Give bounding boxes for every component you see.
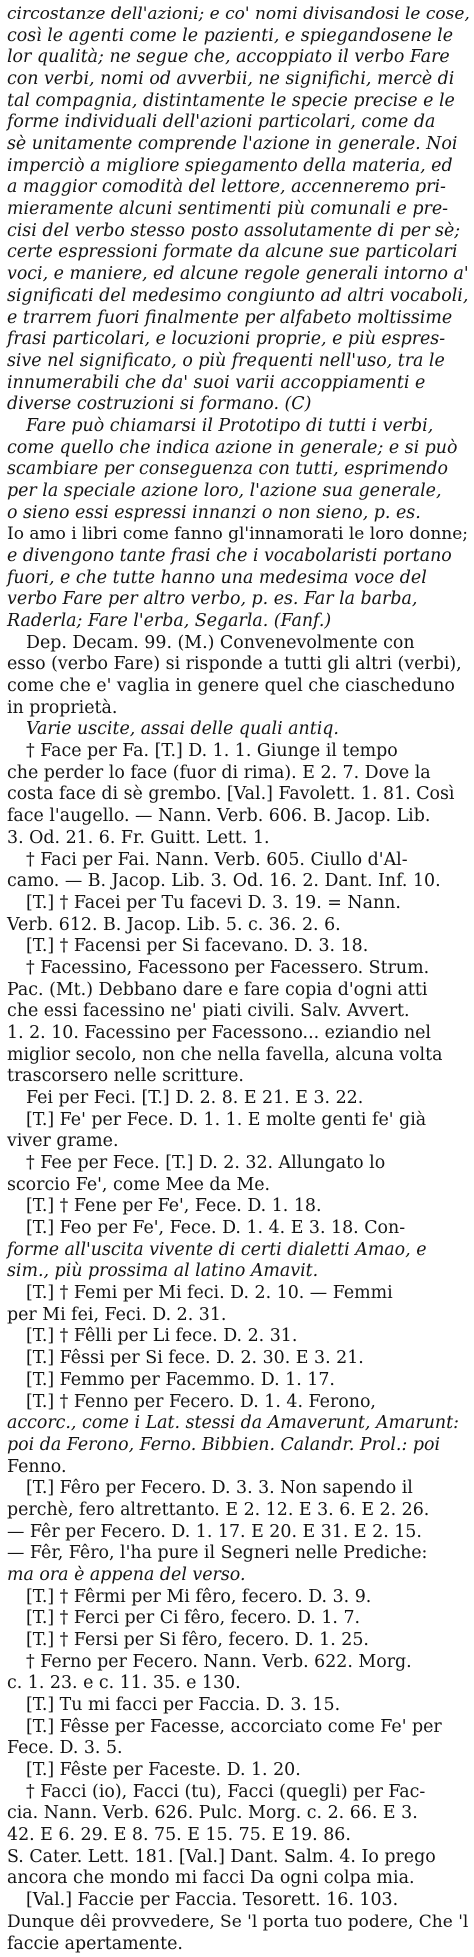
text-line: [Val.] Faccie per Faccia. Tesorett. 16. 103. [26, 1890, 399, 1911]
text-line: Varie uscite, assai delle quali antiq. [26, 719, 339, 740]
text-line: † Facci (io), Facci (tu), Facci (quegli) per Fac- [26, 1781, 426, 1802]
text-line: per Mi fei, Feci. D. 2. 31. [7, 1304, 227, 1325]
text-line: † Facessino, Facessono per Facessero. Strum. [26, 957, 430, 978]
text-line: Fenno. [7, 1456, 67, 1477]
text-line: imperciò a migliore spiegamento della materia, ed [7, 155, 453, 176]
text-line: tal compagnia, distintamente le specie precise e le [7, 90, 455, 111]
text-line: trascorsero nelle scritture. [7, 1066, 244, 1087]
text-line: o sieno essi espressi innanzi o non sieno, p. es. [7, 502, 421, 523]
text-line: cisi del verbo stesso posto assolutamente di per sè; [7, 220, 461, 241]
text-line: e divengono tante frasi che i vocabolaristi portano [7, 546, 452, 566]
text-line: forme all'uscita vivente di certi dialetti Amao, e [7, 1239, 427, 1260]
text-line: accorc., come i Lat. stessi da Amaverunt, Amarunt: [7, 1413, 459, 1434]
text-line: costa face di sè grembo. [Val.] Favolett. 1. 81. Così [7, 784, 455, 805]
text-line: che perder lo face (fuor di rima). E 2. 7. Dove la [7, 762, 431, 783]
text-line: [T.] † Ferci per Ci fêro, fecero. D. 1. 7. [26, 1608, 361, 1629]
text-line: che essi facessino ne' piati civili. Salv. Avvert. [7, 1001, 410, 1022]
text-line: [T.] † Fenno per Fecero. D. 1. 4. Ferono, [26, 1391, 376, 1412]
text-line: 1. 2. 10. Facessino per Facessono... eziandio nel [7, 1022, 431, 1043]
text-line: per la speciale azione loro, l'azione sua generale, [7, 480, 442, 501]
text-line: S. Cater. Lett. 181. [Val.] Dant. Salm. 4. Io prego [7, 1846, 436, 1867]
text-line: esso (verbo Fare) si risponde a tutti gli altri (verbi), [7, 654, 462, 675]
text-line: scambiare per conseguenza con tutti, esprimendo [7, 459, 449, 480]
text-line: perchè, fero altrettanto. E 2. 12. E 3. 6. E 2. 26. [7, 1499, 430, 1520]
text-line: Dep. Decam. 99. (M.) Convenevolmente con [26, 632, 415, 653]
text-line: — Fêr, Fêro, l'ha pure il Segneri nelle Prediche: [7, 1543, 428, 1564]
text-line: [T.] Femmo per Facemmo. D. 1. 17. [26, 1369, 335, 1390]
text-line: [T.] † Fersi per Si fêro, fecero. D. 1. 25. [26, 1630, 369, 1650]
text-line: e trarrem fuori finalmente per alfabeto moltissime [7, 307, 453, 328]
text-line: in proprietà. [7, 697, 118, 718]
text-line: [T.] Tu mi facci per Faccia. D. 3. 15. [26, 1695, 341, 1716]
text-line: ancora che mondo mi facci Da ogni colpa mia. [7, 1868, 415, 1889]
text-line: [T.] Fe' per Fece. D. 1. 1. E molte genti fe' già [26, 1109, 427, 1130]
text-line: 3. Od. 21. 6. Fr. Guitt. Lett. 1. [7, 827, 270, 848]
text-line: face l'augello. — Nann. Verb. 606. B. Jacop. Lib. [7, 806, 431, 827]
text-line: Fece. D. 3. 5. [7, 1738, 123, 1759]
text-line: [T.] Fêste per Faceste. D. 1. 20. [26, 1760, 301, 1781]
text-line: Fei per Feci. [T.] D. 2. 8. E 21. E 3. 22. [26, 1088, 364, 1108]
text-line: [T.] Fêro per Fecero. D. 3. 3. Non sapendo il [26, 1478, 413, 1499]
text-line: † Faci per Fai. Nann. Verb. 605. Ciullo d'Al- [26, 849, 408, 870]
text-line: Verb. 612. B. Jacop. Lib. 5. c. 36. 2. 6. [7, 914, 341, 935]
text-line: cia. Nann. Verb. 626. Pulc. Morg. c. 2. 66. E 3. [7, 1803, 418, 1824]
text-line: Pac. (Mt.) Debbano dare e fare copia d'ogni atti [7, 979, 428, 1000]
text-line: [T.] Fêssi per Si fece. D. 2. 30. E 3. 21. [26, 1348, 364, 1369]
text-line: sim., più prossima al latino Amavit. [7, 1261, 319, 1282]
text-line: camo. — B. Jacop. Lib. 3. Od. 16. 2. Dant. Inf. 10. [7, 871, 441, 892]
text-line: scorcio Fe', come Mee da Me. [7, 1174, 271, 1195]
text-line: significati del medesimo congiunto ad altri vocaboli, [7, 285, 469, 306]
text-line: voci, e maniere, ed alcune regole generali intorno a' [7, 264, 469, 285]
text-line: — Fêr per Fecero. D. 1. 17. E 20. E 31. E 2. 15. [7, 1521, 422, 1542]
text-line: diverse costruzioni si formano. (C) [7, 394, 312, 415]
text-line: [T.] † Fêrmi per Mi fêro, fecero. D. 3. 9. [26, 1586, 372, 1607]
text-line: Raderla; Fare l'erba, Segarla. (Fanf.) [7, 611, 332, 632]
text-line: a maggior comodità del lettore, accenneremo pri- [7, 177, 446, 198]
text-line: [T.] † Fene per Fe', Fece. D. 1. 18. [26, 1196, 322, 1217]
text-line: [T.] † Fêlli per Li fece. D. 2. 31. [26, 1326, 298, 1347]
text-line: sè unitamente comprende l'azione in generale. Noi [7, 134, 458, 155]
text-line: ma ora è appena del verso. [7, 1564, 246, 1585]
text-line: sive nel significato, o più frequenti nell'uso, tra le [7, 350, 445, 371]
text-line: frasi particolari, e locuzioni proprie, e più espres- [7, 329, 446, 350]
text-line: viver grame. [7, 1131, 119, 1152]
text-line: lor qualità; ne segue che, accoppiato il verbo Fare [7, 47, 450, 68]
text-line: Dunque dêi provvedere, Se 'l porta tuo podere, Che 'l [7, 1911, 469, 1932]
text-line: 42. E 6. 29. E 8. 75. E 15. 75. E 19. 86. [7, 1825, 351, 1846]
text-line: mieramente alcuni sentimenti più comunali e pre- [7, 199, 448, 220]
text-line: Fare può chiamarsi il Prototipo di tutti i verbi, [26, 415, 434, 436]
text-line: certe espressioni formate da alcune sue particolari [7, 242, 458, 263]
text-line: Io amo i libri come fanno gl'innamorati le loro donne; [7, 524, 469, 545]
text-line: come quello che indica azione in generale; e si può [7, 437, 458, 458]
text-line: c. 1. 23. e c. 11. 35. e 130. [7, 1673, 241, 1694]
text-line: † Fee per Fece. [T.] D. 2. 32. Allungato lo [26, 1153, 386, 1174]
text-line: miglior secolo, non che nella favella, alcuna volta [7, 1044, 443, 1065]
text-line: poi da Ferono, Ferno. Bibbien. Calandr. Prol.: poi [7, 1434, 441, 1455]
text-line: forme individuali dell'azioni particolari, come da [7, 112, 436, 133]
text-line: circostanze dell'azioni; e co' nomi divisandosi le cose, [7, 4, 470, 24]
text-line: † Ferno per Fecero. Nann. Verb. 622. Morg. [26, 1651, 412, 1672]
text-line: † Face per Fa. [T.] D. 1. 1. Giunge il tempo [26, 741, 398, 762]
text-line: fuori, e che tutte hanno una medesima voce del [7, 567, 427, 588]
text-line: [T.] † Facei per Tu facevi D. 3. 19. = Nann. [26, 892, 401, 913]
text-line: così le agenti come le pazienti, e spiegandosene le [7, 25, 454, 46]
text-line: [T.] Fêsse per Facesse, accorciato come Fe' per [26, 1716, 442, 1737]
text-line: con verbi, nomi od avverbii, ne significhi, mercè di [7, 69, 455, 90]
text-line: innumerabili che da' suoi varii accoppiamenti e [7, 372, 426, 393]
text-line: [T.] Feo per Fe', Fece. D. 1. 4. E 3. 18. Con- [26, 1218, 406, 1239]
text-line: [T.] † Facensi per Si facevano. D. 3. 18. [26, 936, 369, 957]
text-line: [T.] † Femi per Mi feci. D. 2. 10. — Femmi [26, 1283, 393, 1304]
text-line: faccie apertamente. [7, 1933, 183, 1954]
text-line: verbo Fare per altro verbo, p. es. Far la barba, [7, 589, 418, 610]
text-line: come che e' vaglia in genere quel che ciascheduno [7, 676, 455, 697]
